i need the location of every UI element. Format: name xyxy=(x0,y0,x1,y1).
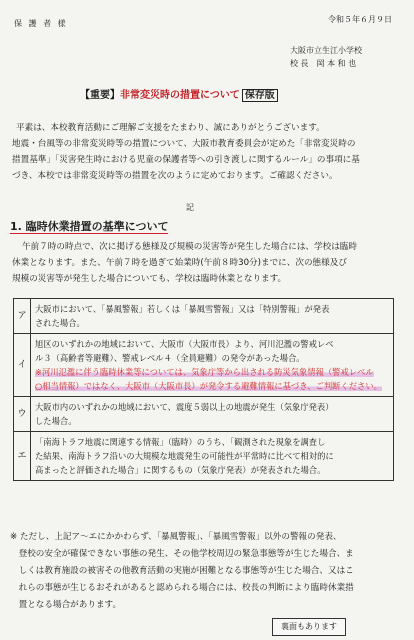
intro-line-1: 平素は、本校教育活動にご理解ご支援をたまわり、誠にありがとうございます。 xyxy=(16,123,325,133)
section-line-3: 規模の災害等が発生した場合についても、学校は臨時休業となります。 xyxy=(12,274,287,284)
table-row xyxy=(14,299,394,334)
footnote-line-5: 置となる場合があります。 xyxy=(10,600,122,610)
table-row xyxy=(14,334,394,397)
school-name: 大阪市立生江小学校 xyxy=(290,46,362,55)
footnote-line-3: しくは教育施設の被害その他教育活動の実施が困難となる事態等が生じた場合、又はこ xyxy=(10,566,354,576)
row-key-e: エ xyxy=(14,432,31,481)
table-row xyxy=(14,432,394,481)
section-line-2: 休業となります。また、午前７時を過ぎて始業時(午前８時30分)までに、次の態様及び xyxy=(12,258,347,268)
section-line-1: 午前７時の時点で、次に掲げる態様及び規模の災害等が発生した場合には、学校は臨時 xyxy=(22,242,357,252)
back-side-label: 裏面もあります xyxy=(272,618,346,636)
row-key-a: ア xyxy=(14,299,31,334)
title-badge: 保存版 xyxy=(242,89,278,102)
date: 令和５年６月９日 xyxy=(328,15,392,24)
row-text-a: 大阪市において、「暴風警報」若しくは「暴風雪警報」又は「特別警報」が発表 された場合。 xyxy=(31,299,394,334)
row-text-e: 「南海トラフ地震に関連する情報」（臨時）のうち、「観測された現象を調査し た結果、南海トラフ沿いの大規模な地震発生の可能性が平常時に比べて相対的に 高まったと評価された場合」に関するもの（気象庁発表）が発表された場合。 xyxy=(31,432,394,481)
document-title xyxy=(80,86,278,101)
table-row xyxy=(14,397,394,432)
row-text-i: 旭区のいずれかの地域において、大阪市（大阪市長）より、河川氾濫の警戒レベ ル３（高齢者等避難）、警戒レベル４（全員避難）の発令があった場合。 ※河川氾濫に伴う臨時休業等については、気象庁等から出される防災気象情報（警戒レベル ○相当情報）ではなく、大阪市（大阪市長）が発令する避難情報に基づき、ご判断ください。 xyxy=(31,334,394,397)
intro-line-2: 地震・台風等の非常変災時等の措置について、大阪市教育委員会が定めた「非常変災時の xyxy=(12,139,356,149)
footnote-line-1: ※ ただし、上記ア～エにかかわらず、「暴風警報」、「暴風雪警報」以外の警報の発表、 xyxy=(10,532,342,542)
title-tag: 【重要】 xyxy=(80,90,120,101)
row-key-u: ウ xyxy=(14,397,31,432)
row-key-i: イ xyxy=(14,334,31,397)
addressee: 保 護 者 様 xyxy=(14,19,68,28)
footnote-line-4: れらの事態が生じるおそれがあると認められる場合には、校長の判断により臨時休業措 xyxy=(10,583,354,593)
principal-name: 校 長 岡 本 和 也 xyxy=(290,59,357,68)
row-text-u: 大阪市内のいずれかの地域において、震度５弱以上の地震が発生（気象庁発表） した場合。 xyxy=(31,397,394,432)
river-flood-note: ※河川氾濫に伴う臨時休業等については、気象庁等から出される防災気象情報（警戒レベル xyxy=(35,367,374,377)
title-main: 非常変災時の措置について xyxy=(120,90,240,101)
criteria-table xyxy=(13,298,394,481)
footnote-line-2: 登校の安全が確保できない事態の発生、その他学校周辺の緊急事態等が生じた場合、ま xyxy=(10,549,354,559)
intro-line-4: づき、本校では非常変災時等の措置を次のように定めております。ご確認ください。 xyxy=(12,171,338,181)
ki-mark: 記 xyxy=(186,203,194,212)
section-heading: 1. 臨時休業措置の基準について xyxy=(10,220,169,233)
intro-line-3: 措置基準」「災害発生時における児童の保護者等への引き渡しに関するルール」の事項に基 xyxy=(12,155,360,165)
